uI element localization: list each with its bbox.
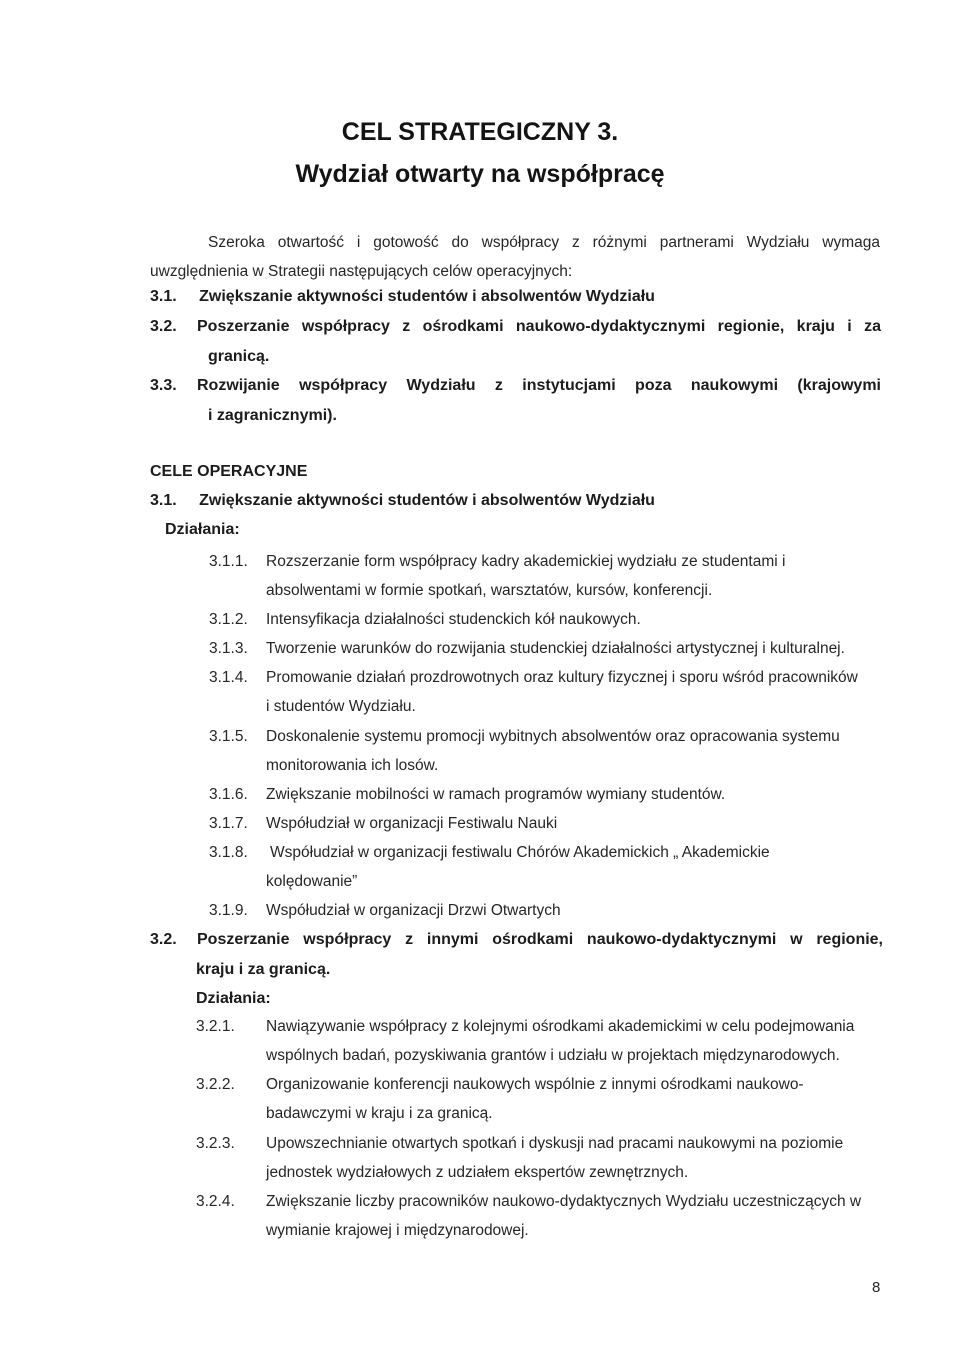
item-line: Nawiązywanie współpracy z kolejnymi ośrodkami akademickimi w celu podejmowania xyxy=(266,1018,855,1035)
item-line: i studentów Wydziału. xyxy=(266,698,416,715)
item-line: wymianie krajowej i międzynarodowej. xyxy=(266,1222,529,1239)
item-line: kolędowanie” xyxy=(266,873,358,890)
section-3-2-title-line1: Poszerzanie współpracy z innymi ośrodkami naukowo-dydaktycznymi w regionie, xyxy=(197,931,883,948)
item-number: 3.2.3. xyxy=(196,1135,235,1152)
goal-3-2-line2: granicą. xyxy=(208,348,270,365)
section-3-2-actions-label: Działania: xyxy=(196,990,271,1007)
item-number: 3.1.5. xyxy=(209,728,248,745)
item-line: Organizowanie konferencji naukowych wspólnie z innymi ośrodkami naukowo- xyxy=(266,1076,804,1093)
item-line: wspólnych badań, pozyskiwania grantów i udziału w projektach międzynarodowych. xyxy=(266,1047,840,1064)
page-subtitle: Wydział otwarty na współpracę xyxy=(295,160,665,188)
item-line: jednostek wydziałowych z udziałem ekspertów zewnętrznych. xyxy=(266,1164,689,1181)
goal-3-2-number: 3.2. xyxy=(150,318,177,335)
section-3-2-title-line2: kraju i za granicą. xyxy=(196,961,331,978)
item-number: 3.1.3. xyxy=(209,640,248,657)
section-3-1-actions-label: Działania: xyxy=(165,521,240,538)
page-title: CEL STRATEGICZNY 3. xyxy=(341,118,619,146)
item-line: Upowszechnianie otwartych spotkań i dyskusji nad pracami naukowymi na poziomie xyxy=(266,1135,844,1152)
item-line: absolwentami w formie spotkań, warsztatów, kursów, konferencji. xyxy=(266,582,713,599)
item-line: Promowanie działań prozdrowotnych oraz kultury fizycznej i sporu wśród pracowników xyxy=(266,669,858,686)
item-number: 3.1.9. xyxy=(209,902,248,919)
goal-text: Zwiększanie aktywności studentów i absolwentów Wydziału xyxy=(199,288,655,305)
section-number: 3.1. xyxy=(150,492,177,509)
item-number: 3.1.7. xyxy=(209,815,248,832)
item-line: badawczymi w kraju i za granicą. xyxy=(266,1105,493,1122)
item-line: Doskonalenie systemu promocji wybitnych absolwentów oraz opracowania systemu xyxy=(266,728,840,745)
intro-paragraph: Szeroka otwartość i gotowość do współpracy z różnymi partnerami Wydziału wymaga uwzględnienia w Strategii następujących celów operacyjnych: xyxy=(150,234,880,280)
item-number: 3.2.4. xyxy=(196,1193,235,1210)
goal-3-3-line2: i zagranicznymi). xyxy=(208,407,337,424)
section-3-2-number: 3.2. xyxy=(150,931,177,948)
item-line: Zwiększanie liczby pracowników naukowo-dydaktycznych Wydziału uczestniczących w xyxy=(266,1193,862,1210)
goal-3-1 xyxy=(150,288,655,306)
item-number: 3.1.1. xyxy=(209,553,248,570)
operational-goals-heading: CELE OPERACYJNE xyxy=(150,463,308,480)
item-line: Zwiększanie mobilności w ramach programów wymiany studentów. xyxy=(266,786,726,803)
item-line: monitorowania ich losów. xyxy=(266,757,439,774)
section-title: Zwiększanie aktywności studentów i absolwentów Wydziału xyxy=(199,492,655,509)
section-3-1-heading xyxy=(150,492,655,510)
item-number: 3.1.6. xyxy=(209,786,248,803)
item-line: Współudział w organizacji Drzwi Otwartych xyxy=(266,902,561,919)
page-number: 8 xyxy=(872,1279,881,1296)
item-line: Rozszerzanie form współpracy kadry akademickiej wydziału ze studentami i xyxy=(266,553,786,570)
item-line: Tworzenie warunków do rozwijania studenckiej działalności artystycznej i kulturalnej. xyxy=(266,640,845,657)
item-number: 3.2.2. xyxy=(196,1076,235,1093)
item-line: Współudział w organizacji Festiwalu Nauki xyxy=(266,815,558,832)
goal-3-3-line1: Rozwijanie współpracy Wydziału z instytucjami poza naukowymi (krajowymi xyxy=(197,377,881,394)
goal-3-2-line1: Poszerzanie współpracy z ośrodkami naukowo-dydaktycznymi regionie, kraju i za xyxy=(197,318,881,335)
item-number: 3.2.1. xyxy=(196,1018,235,1035)
item-number: 3.1.8. xyxy=(209,844,248,861)
item-line: Intensyfikacja działalności studenckich kół naukowych. xyxy=(266,611,641,628)
goal-3-3-number: 3.3. xyxy=(150,377,177,394)
goal-number: 3.1. xyxy=(150,288,177,305)
item-number: 3.1.2. xyxy=(209,611,248,628)
item-number: 3.1.4. xyxy=(209,669,248,686)
item-line: Współudział w organizacji festiwalu Chórów Akademickich „ Akademickie xyxy=(270,844,770,861)
